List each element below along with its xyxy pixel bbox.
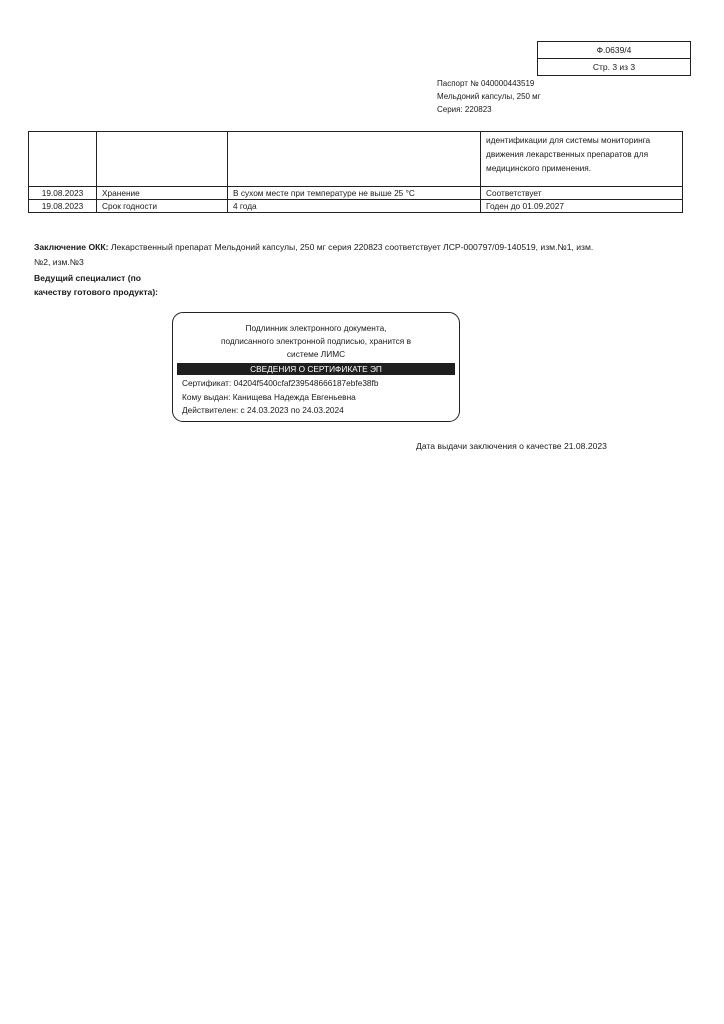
passport-series: Серия: 220823 [437, 105, 492, 114]
signature-header [173, 313, 459, 362]
certificate-id: Сертификат: 04204f5400cfaf239548666187ebfe38fb [182, 378, 379, 388]
cell-norm: 4 года [228, 200, 481, 213]
form-code-box [537, 41, 691, 76]
certificate-owner: Кому выдан: Канищева Надежда Евгеньевна [182, 391, 356, 402]
conclusion-text: Лекарственный препарат Мельдоний капсулы, 250 мг серия 220823 соответствует ЛСР-000797/09-140519, изм.№1, изм.№2, изм.№3 [34, 242, 594, 267]
passport-header [437, 77, 541, 116]
passport-product: Мельдоний капсулы, 250 мг [437, 92, 541, 101]
cell-norm: В сухом месте при температуре не выше 25 °С [228, 187, 481, 200]
conclusion [34, 240, 594, 270]
signature-line-1: Подлинник электронного документа, [245, 323, 387, 333]
cell-result: Годен до 01.09.2027 [481, 200, 683, 213]
e-signature-stamp [172, 312, 460, 422]
cell-indicator: Срок годности [97, 200, 228, 213]
cell-indicator [97, 132, 228, 187]
cell-date [29, 132, 97, 187]
passport-number: Паспорт № 040000443519 [437, 79, 535, 88]
form-code: Ф.0639/4 [596, 45, 632, 55]
certificate-validity: Действителен: с 24.03.2023 по 24.03.2024 [182, 405, 344, 415]
signature-line-2: подписанного электронной подписью, хранится в [220, 336, 412, 346]
cell-result: идентификации для системы мониторинга движения лекарственных препаратов для медицинского применения. [481, 132, 683, 187]
cell-norm [228, 132, 481, 187]
lead-specialist-label: Ведущий специалист (по качеству готового продукта): [34, 273, 159, 297]
table-row [29, 132, 683, 187]
conclusion-label: Заключение ОКК: [34, 242, 109, 252]
quality-table [28, 131, 683, 213]
issue-date: Дата выдачи заключения о качестве 21.08.2023 [416, 441, 607, 451]
cell-date: 19.08.2023 [29, 200, 97, 213]
certificate-details [182, 377, 378, 418]
signature-line-3: системе ЛИМС [286, 349, 346, 359]
page-number: Стр. 3 из 3 [538, 58, 690, 75]
cell-date: 19.08.2023 [29, 187, 97, 200]
table-row [29, 200, 683, 213]
certificate-info-bar: СВЕДЕНИЯ О СЕРТИФИКАТЕ ЭП [177, 363, 455, 375]
cell-indicator: Хранение [97, 187, 228, 200]
table-row [29, 187, 683, 200]
cell-result: Соответствует [481, 187, 683, 200]
